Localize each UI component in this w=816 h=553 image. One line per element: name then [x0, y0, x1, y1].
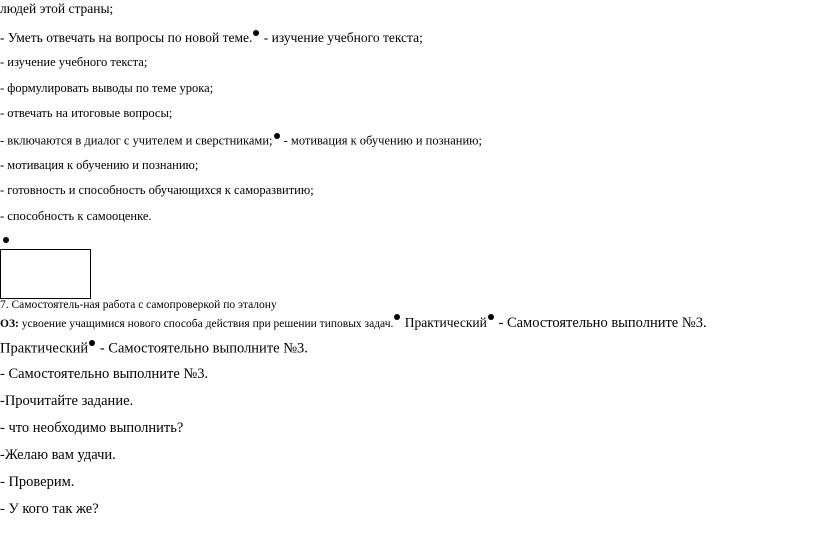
line-text: Практический	[401, 315, 487, 331]
line-text: - мотивация к обучению и познанию;	[0, 158, 199, 172]
line-text: Практический	[0, 340, 89, 357]
text-line	[0, 448, 116, 463]
line-text: - мотивация к обучению и познанию;	[280, 133, 482, 148]
line-text: - готовность и способность обучающихся к саморазвитию;	[0, 183, 314, 197]
text-line	[0, 133, 482, 147]
bullet-icon	[89, 340, 95, 346]
bullet-icon	[253, 30, 259, 36]
line-text: - Уметь отвечать на вопросы по новой теме.	[0, 30, 253, 46]
text-line	[0, 394, 133, 409]
line-text: - способность к самооценке.	[0, 209, 152, 223]
text-line	[0, 82, 213, 95]
bullet-icon	[394, 314, 400, 320]
line-text: - Самостоятельно выполните №3.	[0, 366, 209, 382]
bullet-icon	[488, 314, 494, 320]
line-text: - Проверим.	[0, 474, 75, 490]
text-line	[0, 159, 198, 172]
text-line	[0, 184, 314, 197]
line-text: - Самостоятельно выполните №3.	[96, 340, 308, 357]
line-text: - У кого так же?	[0, 501, 99, 517]
empty-image-frame	[0, 249, 91, 299]
line-text: - изучение учебного текста;	[260, 30, 423, 46]
text-line	[0, 210, 152, 223]
label-bold: ОЗ:	[0, 318, 19, 331]
line-text: усвоение учащимися нового способа действия при решении типовых задач.	[18, 318, 394, 331]
text-line	[0, 300, 277, 312]
line-text: -Желаю вам удачи.	[0, 447, 116, 463]
bullet-icon	[3, 237, 9, 243]
text-line	[0, 107, 172, 120]
text-line	[0, 56, 147, 69]
bullet-icon	[274, 133, 280, 139]
line-text: - Самостоятельно выполните №3.	[494, 315, 707, 332]
section-heading: 7. Самостоятель-ная работа с самопроверкой по эталону	[0, 299, 277, 311]
line-text: -Прочитайте задание.	[0, 393, 134, 409]
text-line	[0, 475, 74, 490]
text-line	[0, 340, 308, 356]
line-text: людей этой страны;	[0, 1, 114, 16]
line-text: - изучение учебного текста;	[0, 55, 148, 69]
text-line	[0, 502, 99, 517]
text-line	[0, 314, 707, 331]
text-line	[0, 30, 423, 45]
line-text: - формулировать выводы по теме урока;	[0, 81, 214, 95]
line-text: - что необходимо выполнить?	[0, 420, 184, 436]
text-line	[0, 421, 183, 436]
text-line	[0, 2, 113, 16]
text-line	[0, 367, 208, 382]
line-text: - включаются в диалог с учителем и сверстниками;	[0, 133, 273, 148]
line-text: - отвечать на итоговые вопросы;	[0, 106, 173, 120]
